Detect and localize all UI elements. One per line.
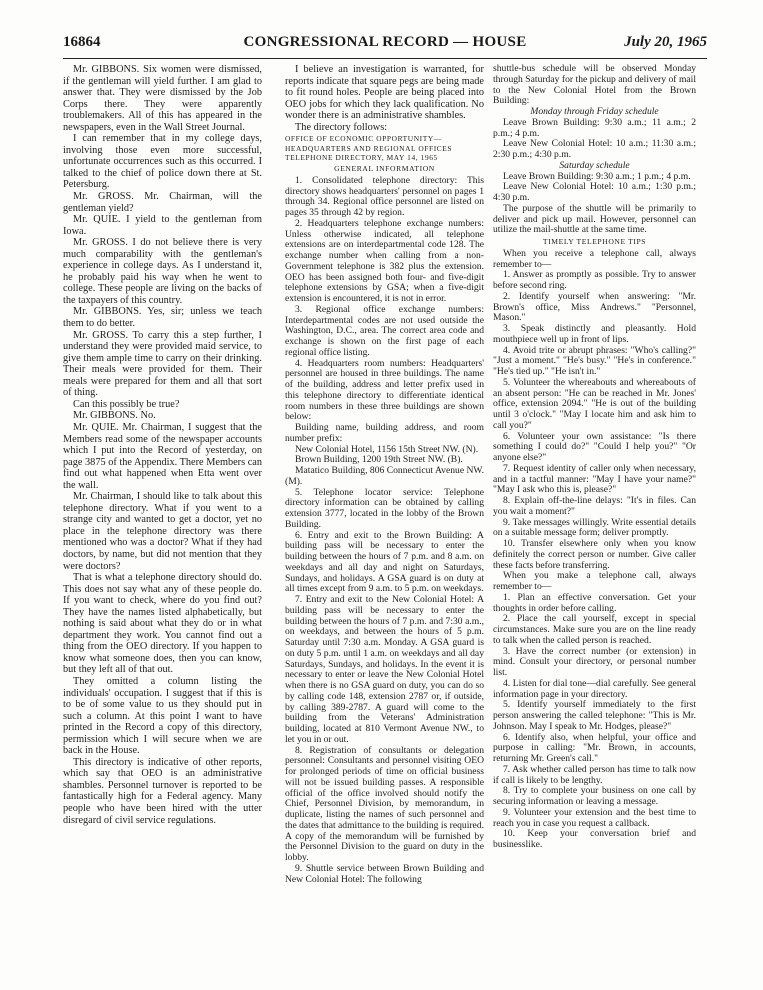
paragraph: Mr. QUIE. Mr. Chairman, I suggest that the Members read some of the newspaper accounts which I put into the Record of yesterday, on page 3875 of the Appendix. There Members can find out what happened when Etta went over the wall.: [63, 421, 262, 491]
paragraph: The directory follows:: [295, 121, 388, 133]
list-item: Building name, building address, and room number prefix:: [285, 422, 484, 444]
list-item: 1. Plan an effective conversation. Get your thoughts in order before calling.: [493, 591, 696, 614]
paragraph: Mr. GIBBONS. No.: [73, 410, 156, 422]
list-item: 9. Volunteer your extension and the best time to reach you in case you request a callback.: [493, 806, 696, 829]
publication-title: CONGRESSIONAL RECORD — HOUSE: [243, 34, 527, 50]
list-item: 6. Entry and exit to the Brown Building: A building pass will be necessary to enter the building between the hours of 7 p.m. and 8 a.m. on weekdays and all day and night on Saturdays, Sundays, and holidays. A GSA guard is on duty at all times except from 9 a.m. to 5 p.m. on weekdays.: [285, 529, 484, 595]
page-header: [63, 34, 707, 59]
list-item: When you receive a telephone call, always remember to—: [493, 247, 696, 270]
list-item: Brown Building, 1200 19th Street NW. (B).: [295, 454, 463, 466]
list-item: 10. Transfer elsewhere only when you know definitely the correct person or number. Give caller these facts before transferring.: [493, 538, 696, 571]
list-item: 8. Registration of consultants or delegation personnel: Consultants and personnel visiting OEO for prolonged periods of time on official business will not be issued building passes. A responsible official of the office involved should notify the Chief, Personnel Division, by memorandum, in duplicate, listing the names of such personnel and the dates that admittance to the building is required. A copy of the memorandum will be furnished by the Personnel Division to the guard on duty in the lobby.: [285, 744, 485, 864]
paragraph: I believe an investigation is warranted, for reports indicate that square pegs are being made to fit round holes. People are being placed into OEO jobs for which they lack qualification. No wonder there is an administrative shambles.: [285, 64, 484, 122]
schedule-heading: Saturday schedule: [559, 159, 630, 171]
list-item: 4. Avoid trite or abrupt phrases: "Who's calling?" "Just a moment." "He's busy." "He's in conference." "He's tied up." "He isn't in.": [493, 344, 696, 377]
list-item: 7. Request identity of caller only when necessary, and in a tactful manner: "May I have your name?" "May I ask who this is, please?": [493, 462, 696, 496]
list-item: 10. Keep your conversation brief and businesslike.: [493, 828, 696, 850]
list-item: 3. Have the correct number (or extension) in mind. Consult your directory, or personal number list.: [493, 645, 696, 678]
paragraph: That is what a telephone directory should do. This does not say what any of these people do. If you want to check, where do you find out? They have the names listed alphabetically, but nothing is said about what they do or in what department they work. You cannot find out a thing from the OEO directory. If you happen to know what someone does, then you can know, but they left all of that out.: [63, 572, 262, 676]
list-item: 2. Headquarters telephone exchange numbers: Unless otherwise indicated, all telephone extensions are on interdepartmental code 128. The exchange number when calling from a non-Government telephone is 382 plus the extension. OEO has been assigned both four- and five-digit telephone extensions by GSA; when a five-digit extension is encountered, it is not in error.: [285, 217, 484, 305]
list-item: 2. Place the call yourself, except in special circumstances. Make sure you are on the line ready to talk when the called person is reached.: [493, 613, 696, 646]
list-item: 4. Listen for dial tone—dial carefully. See general information page in your directory.: [493, 677, 696, 700]
list-item: 3. Regional office exchange numbers: Interdepartmental codes are not used outside the Washington, D.C., area. The correct area code and exchange is shown on the first page of each regional office listing.: [285, 303, 484, 358]
list-item: 8. Try to complete your business on one call by securing information or leaving a message.: [493, 785, 696, 807]
publication-date: July 20, 1965: [624, 34, 707, 50]
list-item: New Colonial Hotel, 1156 15th Street NW. (N).: [295, 443, 479, 455]
list-item: 9. Shuttle service between Brown Building and New Colonial Hotel: The following: [285, 862, 484, 885]
list-item: The purpose of the shuttle will be primarily to deliver and pick up mail. However, personnel can utilize the mail-shuttle at the same time.: [493, 202, 696, 236]
schedule-heading: Monday through Friday schedule: [530, 106, 659, 117]
list-item: 1. Answer as promptly as possible. Try to answer before second ring.: [493, 269, 696, 291]
list-item: 3. Speak distinctly and pleasantly. Hold mouthpiece well up in front of lips.: [493, 323, 696, 345]
directory-heading: OFFICE OF ECONOMIC OPPORTUNITY—HEADQUARTERS AND REGIONAL OFFICES TELEPHONE DIRECTORY, MAY 14, 1965: [285, 134, 453, 163]
paragraph: Mr. QUIE. I yield to the gentleman from Iowa.: [63, 214, 262, 237]
list-item: 6. Volunteer your own assistance: "Is there something I could do?" "Could I help you?" "Or anyone else?": [493, 430, 696, 463]
paragraph: This directory is indicative of other reports, which say that OEO is an administrative shambles. Personnel turnover is reported to be fantastically high for a Federal agency. Many people who have been hired with the utter disregard of civil service regulations.: [63, 756, 262, 826]
section-heading: GENERAL INFORMATION: [334, 164, 435, 174]
section-heading: TIMELY TELEPHONE TIPS: [542, 237, 647, 246]
paragraph: Mr. GROSS. I do not believe there is very much comparability with the gentleman's experience in college days. As I understand it, he probably paid his way when he went to college. These people are living on the backs of the taxpayers of this country.: [63, 237, 262, 306]
paragraph: Mr. Chairman, I should like to talk about this telephone directory. What if you went to a strange city and wanted to get a doctor, yet no place in the telephone directory was there mentioned who was a doctor? What if they had doctors, by name, but did not mention that they were doctors?: [63, 491, 262, 572]
page-number: 16864: [63, 34, 101, 50]
paragraph: Mr. GROSS. To carry this a step further, I understand they were provided maid service, to give them ample time to carry on their drinking. Their meals were provided for them. Their meals were prepared for them and all that sort of thing.: [63, 329, 262, 399]
list-item: 5. Telephone locator service: Telephone directory information can be obtained by calling extension 3777, located in the lobby of the Brown Building.: [285, 486, 484, 530]
list-item: 6. Identify also, when helpful, your office and purpose in calling: "Mr. Brown, in accounts, returning Mr. Green's call.": [493, 731, 696, 764]
list-item: 7. Ask whether called person has time to talk now if call is likely to be lengthy.: [493, 763, 696, 786]
paragraph: Mr. GROSS. Mr. Chairman, will the gentleman yield?: [63, 191, 262, 214]
column-right: [493, 64, 696, 851]
list-item: Matatico Building, 806 Connecticut Avenue NW. (M).: [285, 465, 484, 487]
column-middle: [285, 64, 484, 885]
list-item: 5. Volunteer the whereabouts and whereabouts of an absent person: "He can be reached in Mr. Jones' office, extension 2094." "He is out of the building until 3 o'clock." "May I locate him and ask him to call you?": [493, 376, 696, 431]
paragraph: They omitted a column listing the individuals' occupation. I suggest that if this is to be of some value to us they should put in such a column. At this point I want to have printed in the Record a copy of this directory, permission which I will secure when we are back in the House.: [63, 675, 262, 757]
list-item: Leave Brown Building: 9:30 a.m.; 1 p.m.; 4 p.m.: [503, 170, 691, 182]
paragraph: Mr. GIBBONS. Yes, sir; unless we teach them to do better.: [63, 306, 262, 330]
paragraph: Mr. GIBBONS. Six women were dismissed, if the gentleman will yield further. I am glad to answer that. They were dismissed by the Job Corps there. They were apparently troublemakers. All of this has appeared in the newspapers, even in the Wall Street Journal.: [63, 64, 262, 133]
paragraph: Can this possibly be true?: [73, 398, 180, 410]
list-item: Leave Brown Building: 9:30 a.m.; 11 a.m.; 2 p.m.; 4 p.m.: [493, 116, 696, 139]
paragraph: shuttle-bus schedule will be observed Monday through Saturday for the pickup and delivery of mail to the New Colonial Hotel from the Brown Building:: [493, 63, 696, 107]
paragraph: I can remember that in my college days, involving those even more successful, unfortunate occurrences such as this occurred. I talked to the chief of police down there at St. Petersburg.: [63, 133, 262, 191]
list-item: Leave New Colonial Hotel: 10 a.m.; 1:30 p.m.; 4:30 p.m.: [493, 181, 696, 203]
list-item: Leave New Colonial Hotel: 10 a.m.; 11:30 a.m.; 2:30 p.m.; 4:30 p.m.: [493, 138, 696, 160]
list-item: 7. Entry and exit to the New Colonial Hotel: A building pass will be necessary to enter the building between the hours of 7 p.m. and 7:30 a.m., on weekdays, and between the hours of 5 p.m. Saturday until 7:30 a.m. Monday. A GSA guard is on duty 5 p.m. until 1 a.m. on weekdays and all day Saturdays, Sundays, and holidays. In the event it is necessary to enter or leave the New Colonial Hotel when there is no GSA guard on duty, you can do so by calling code 148, extension 2787 or, if outside, by calling 389-2787. A guard will come to the building from the Veterans' Administration building, located at 810 Vermont Avenue NW., to let you in or out.: [285, 594, 484, 745]
column-left: [63, 64, 262, 826]
list-item: 1. Consolidated telephone directory: This directory shows headquarters' personnel on pages 1 through 34. Regional office personnel are listed on pages 35 through 42 by region.: [285, 174, 484, 219]
list-item: 5. Identify yourself immediately to the first person answering the called telephone: "This is Mr. Johnson. May I speak to Mr. Hodges, please?": [493, 699, 696, 732]
list-item: 4. Headquarters room numbers: Headquarters' personnel are housed in three buildings. The name of the building, address and letter prefix used in this telephone directory to differentiate identical room numbers in these three buildings are shown below:: [285, 357, 484, 423]
list-item: 9. Take messages willingly. Write essential details on a suitable message form; deliver promptly.: [493, 516, 696, 539]
list-item: 8. Explain off-the-line delays: "It's in files. Can you wait a moment?": [493, 495, 696, 517]
list-item: When you make a telephone call, always remember to—: [493, 570, 696, 592]
list-item: 2. Identify yourself when answering: "Mr. Brown's office, Miss Andrews." "Personnel, Mason.": [493, 290, 696, 324]
